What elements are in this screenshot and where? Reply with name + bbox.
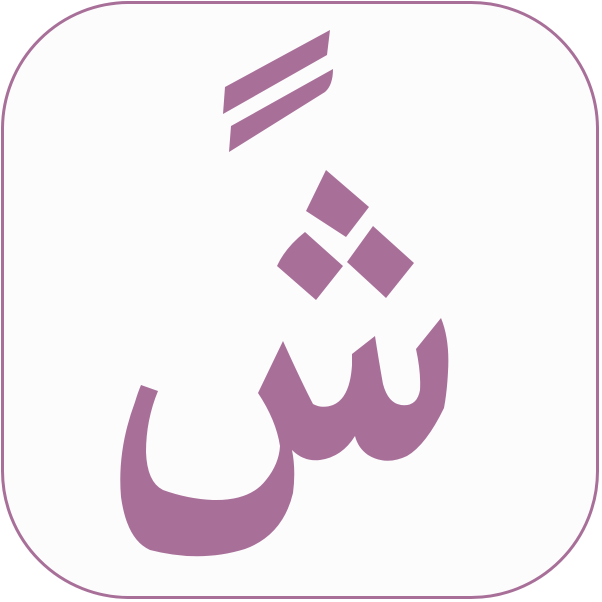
dot-right (347, 226, 414, 298)
dot-left (277, 232, 343, 300)
letter-body (120, 318, 448, 556)
dot-top (306, 170, 369, 237)
glyph-shapes (120, 30, 448, 556)
